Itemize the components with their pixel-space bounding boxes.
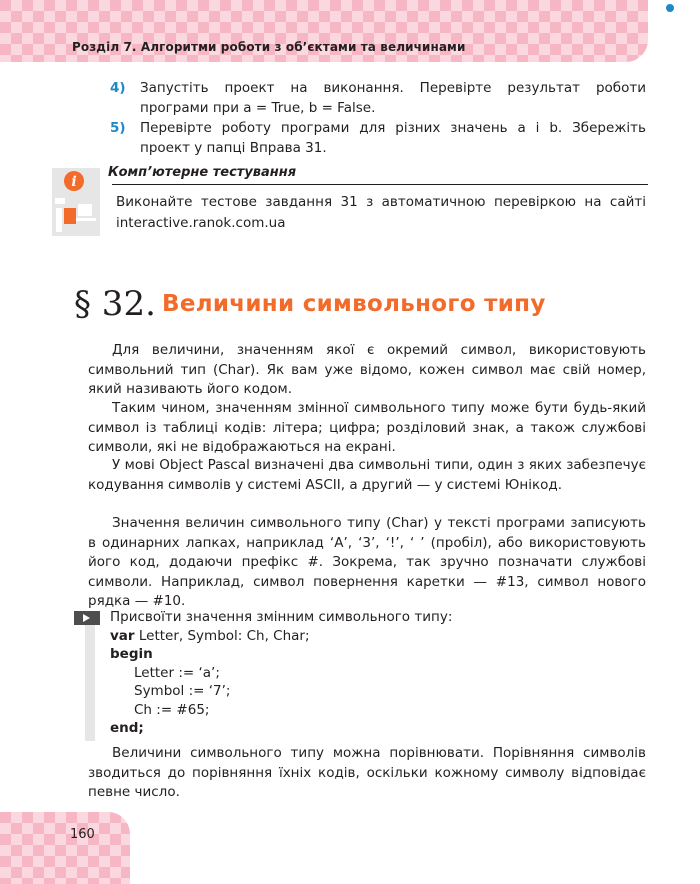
code-text: Letter, Symbol: Ch, Char; [134,627,310,644]
computer-test-icon [52,168,100,236]
code-keyword: end; [110,720,144,736]
publisher-logo [666,2,698,14]
example-intro: Присвоїти значення змінним символьного типу: [110,609,453,625]
example-icon [74,611,100,741]
computer-test-text: Виконайте тестове завдання 31 з автоматичною перевіркою на сайті interactive.ranok.com.ua [116,194,646,231]
svg-text:i: i [71,174,77,190]
paragraph: У мові Object Pascal визначені два символьні типи, один з яких забезпечує кодування символів у системі ASCII, а другий — у системі Юнікод. [88,457,646,493]
step-text: Запустіть проект на виконання. Перевірте результат роботи програми при a = True, b = False. [140,80,646,116]
chapter-title: Розділ 7. Алгоритми роботи з об’єктами та величинами [72,40,466,54]
page-number: 160 [70,827,95,842]
step-number: 4) [110,80,126,96]
paragraph: Значення величин символьного типу (Char) у тексті програми записують в одинарних лапках, наприклад ‘A’, ‘3’, ‘!’, ‘ ’ (пробіл), або використовують його код, додаючи префікс #. Зокрема, так зручно позначати службові символи. Наприклад, символ повернення каретки — #13, символ нового рядка — #10. [88,515,646,609]
divider [112,184,648,185]
step-text: Перевірте роботу програми для різних значень a і b. Збережіть проект у папці Вправа 31. [140,120,646,156]
code-line: Ch := #65; [134,701,210,718]
code-keyword: begin [110,646,153,662]
section-number: § 32. [74,284,156,324]
code-line [110,627,640,646]
section-title: Величини символьного типу [162,291,546,317]
code-line: Symbol := ‘7’; [134,683,231,699]
footer-band [0,812,130,884]
paragraph: Таким чином, значенням змінної символьного типу може бути будь-який символ із таблиці кодів: літера; цифра; розділовий знак, а також службові символи, які не відображаються на екрані. [88,400,646,455]
code-line: Letter := ‘a’; [134,664,220,681]
paragraph: Для величини, значенням якої є окремий символ, використовують символьний тип (Char). Як вам уже відомо, кожен символ має свій номер, який називають його кодом. [88,342,646,397]
step-number: 5) [110,120,126,136]
code-example [110,608,640,738]
computer-test-title: Комп’ютерне тестування [108,165,297,180]
closing-paragraph: Величини символьного типу можна порівнювати. Порівняння символів зводиться до порівняння їхніх кодів, оскільки кожному символу відповідає певне число. [88,745,646,800]
code-keyword: var [110,627,135,644]
